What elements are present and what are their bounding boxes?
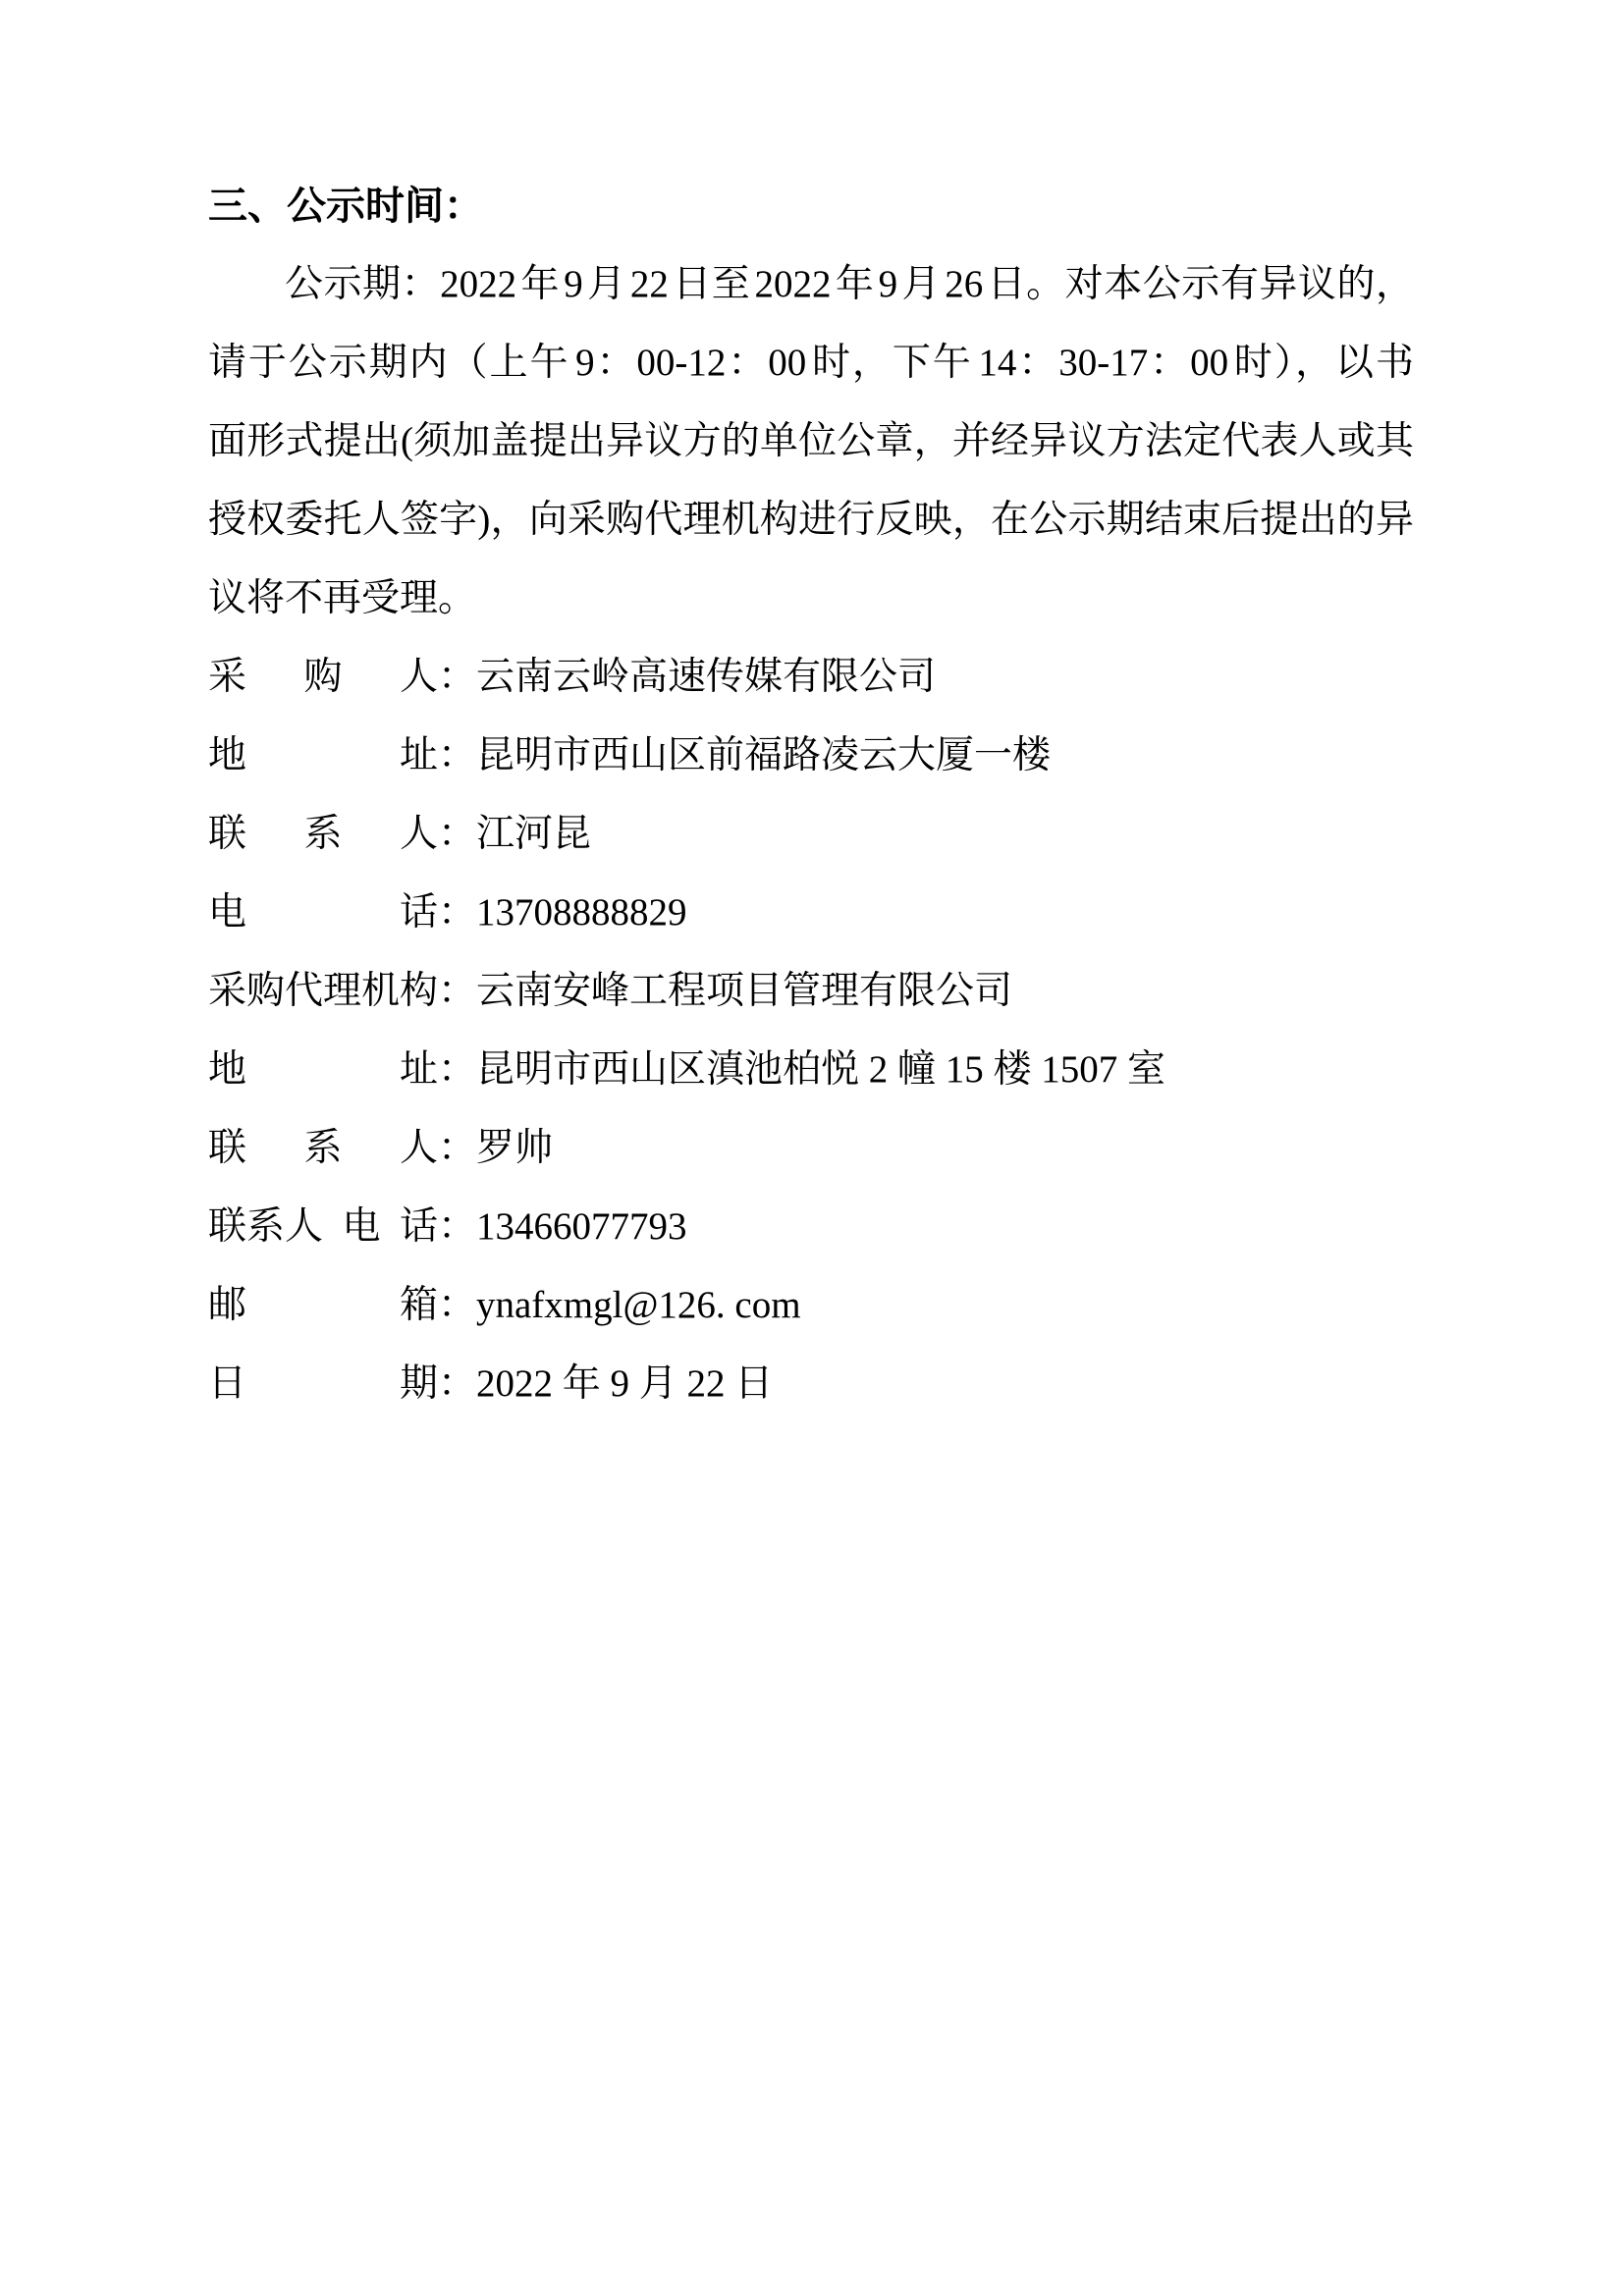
row-label: 日 期 [208, 1362, 438, 1405]
row-colon: ： [438, 970, 477, 1012]
row-label: 电 话 [208, 891, 438, 934]
row-value: 江河昆 [476, 813, 592, 855]
contact-row-agency [208, 952, 1414, 1031]
contact-list [208, 638, 1414, 1423]
section-heading: 三、公示时间： [208, 184, 483, 228]
row-value: 云南云岭高速传媒有限公司 [476, 656, 937, 698]
paragraph-line-2: 请于公示期内（上午 9：00-12：00 时，下午 14：30-17：00 时），以书 [208, 342, 1414, 384]
paragraph-line-1: 公示期：2022 年 9 月 22 日至 2022 年 9 月 26 日。对本公示有异议的， [285, 263, 1414, 305]
notice-paragraph [208, 245, 1414, 638]
paragraph-line-5: 议将不再受理。 [208, 577, 477, 619]
row-label: 采 购 人 [208, 656, 438, 698]
paragraph-line-4: 授权委托人签字)，向采购代理机构进行反映，在公示期结束后提出的异 [208, 499, 1414, 541]
row-label: 地 址 [208, 1048, 438, 1091]
row-value: 云南安峰工程项目管理有限公司 [476, 970, 1013, 1012]
row-colon: ： [438, 1362, 477, 1405]
row-colon: ： [438, 656, 477, 698]
row-label: 联 系 人 [208, 813, 438, 855]
row-label: 采购代理机构 [208, 970, 439, 1012]
contact-row-purchaser-phone [208, 874, 1414, 952]
row-colon: ： [438, 813, 477, 855]
row-colon: ： [438, 1205, 477, 1248]
row-label: 邮 箱 [208, 1284, 438, 1326]
row-colon: ： [438, 734, 477, 776]
row-value: 罗帅 [476, 1127, 554, 1169]
row-value: 昆明市西山区前福路凌云大厦一楼 [476, 734, 1052, 776]
row-value: 2022 年 9 月 22 日 [476, 1362, 774, 1405]
row-label: 联系人 电 话 [208, 1205, 438, 1248]
contact-row-date [208, 1345, 1414, 1423]
row-label: 地 址 [208, 734, 438, 776]
row-colon: ： [438, 1284, 477, 1326]
contact-row-agency-address [208, 1031, 1414, 1109]
paragraph-line-3: 面形式提出(须加盖提出异议方的单位公章，并经异议方法定代表人或其 [208, 420, 1414, 462]
contact-row-purchaser [208, 638, 1414, 717]
contact-row-agency-contact-person [208, 1109, 1414, 1188]
row-value: 13708888829 [476, 891, 687, 934]
row-value: 昆明市西山区滇池柏悦 2 幢 15 楼 1507 室 [476, 1048, 1166, 1091]
row-colon: ： [438, 1127, 477, 1169]
row-value: ynafxmgl@126. com [476, 1284, 801, 1326]
document-body [208, 167, 1414, 1423]
contact-row-purchaser-contact-person [208, 795, 1414, 874]
row-colon: ： [438, 1048, 477, 1091]
contact-row-agency-email [208, 1266, 1414, 1345]
row-label: 联 系 人 [208, 1127, 438, 1169]
contact-row-agency-contact-phone [208, 1188, 1414, 1266]
contact-row-purchaser-address [208, 717, 1414, 795]
row-value: 13466077793 [476, 1205, 687, 1248]
row-colon: ： [438, 891, 477, 934]
